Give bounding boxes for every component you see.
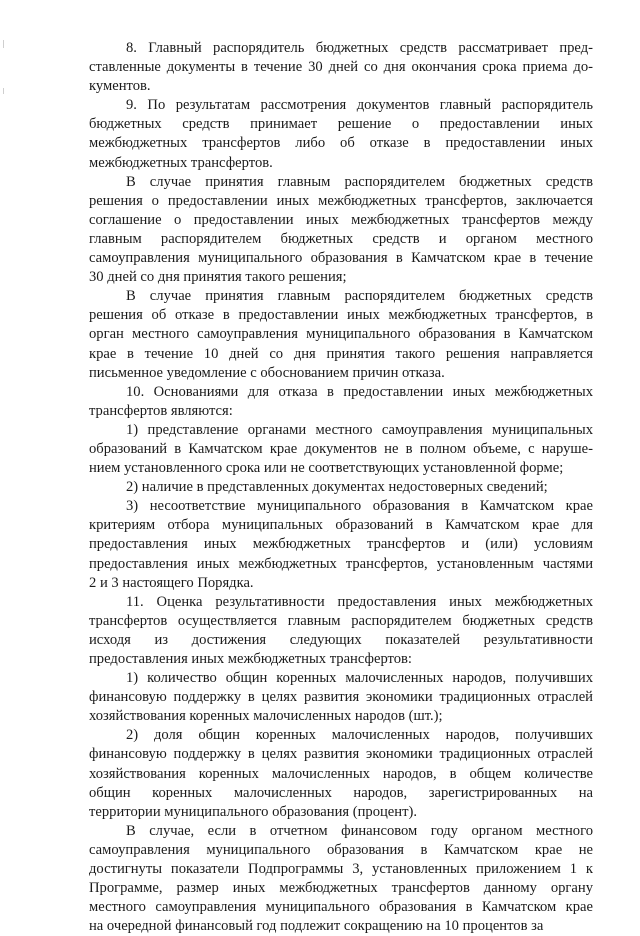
para-9 [89,96,593,172]
text-line: местного самоуправления муниципального образования в Камчатском крае [89,899,593,916]
text-line: хозяйствования коренных малочисленных народов, в общем количестве [89,765,593,782]
text-line: трансфертов являются: [89,402,233,419]
text-line: решения о предоставлении иных межбюджетных трансфертов, заключается [89,192,593,209]
text-line: образований в Камчатском крае документов не в полном объеме, с наруше- [89,440,593,457]
scan-edge-mark [3,40,4,48]
text-line: 1) представление органами местного самоуправления муниципальных [126,421,593,438]
text-line: исходя из достижения следующих показателей результативности [89,631,593,648]
text-line: 9. По результатам рассмотрения документов главный распорядитель [126,97,593,114]
text-line: бюджетных средств принимает решение о предоставлении иных [89,116,593,133]
scan-edge-mark [3,88,4,94]
text-line: трансфертов осуществляется главным распорядителем бюджетных средств [89,612,593,629]
text-line: межбюджетных трансфертов либо об отказе в предоставлении иных [89,135,593,152]
para-10-item-2 [89,478,593,497]
text-line: решения об отказе в предоставлении иных межбюджетных трансфертов, в [89,307,593,324]
para-11 [89,593,593,669]
para-10-item-3 [89,497,593,592]
text-line: 2) доля общин коренных малочисленных народов, получивших [126,727,593,744]
text-line: предоставления иных межбюджетных трансфертов: [89,651,412,667]
text-line: В случае принятия главным распорядителем бюджетных средств [126,288,593,305]
text-line: кументов. [89,78,151,95]
text-line: нием установленного срока или не соответствующих установленной форме; [89,460,564,477]
text-line: общин коренных малочисленных народов, зарегистрированных на [89,784,593,801]
para-10-item-1 [89,421,593,478]
text-line: главным распорядителем бюджетных средств и органом местного [89,230,593,247]
text-line: предоставления иных межбюджетных трансфертов и (или) условиям [89,536,593,553]
text-line: 3) несоответствие муниципального образования в Камчатском крае [126,498,593,515]
para-10 [89,383,593,421]
text-line: соглашение о предоставлении иных межбюджетных трансфертов между [89,211,593,228]
text-line: на очередной финансовый год подлежит сокращению на 10 процентов за [89,918,544,935]
text-line: 8. Главный распорядитель бюджетных средств рассматривает пред- [126,40,593,56]
text-line: самоуправления муниципального образования в Камчатском крае в течение [89,250,593,267]
text-line: критериям отбора муниципальных образований в Камчатском крае для [89,517,593,534]
para-11-item-2 [89,726,593,821]
text-line: финансовую поддержку в целях развития экономики традиционных отраслей [89,746,593,763]
text-line: самоуправления муниципального образования в Камчатском крае не [89,841,593,858]
text-line: крае в течение 10 дней со дня принятия такого решения направляется [89,345,593,362]
text-line: ставленные документы в течение 30 дней со дня окончания срока приема до- [89,59,593,76]
para-11-reduction [89,822,593,936]
text-line: 11. Оценка результативности предоставления иных межбюджетных [126,593,593,610]
text-line: достигнуты показатели Подпрограммы 3, установленных приложением 1 к [89,861,593,878]
text-line: финансовую поддержку в целях развития экономики традиционных отраслей [89,689,593,706]
text-line: предоставления иных межбюджетных трансфертов, установленным частями [89,555,593,572]
para-11-item-1 [89,669,593,726]
text-line: 10. Основаниями для отказа в предоставлении иных межбюджетных [126,383,593,400]
text-line: Программе, размер иных межбюджетных трансфертов данному органу [89,880,593,897]
text-line: орган местного самоуправления муниципального образования в Камчатском [89,326,593,343]
text-line: территории муниципального образования (процент). [89,803,417,820]
text-line: 1) количество общин коренных малочисленных народов, получивших [126,670,593,687]
text-line: 30 дней со дня принятия такого решения; [89,269,347,286]
para-9-refuse [89,287,593,382]
text-line: межбюджетных трансфертов. [89,154,273,171]
text-line: 2 и 3 настоящего Порядка. [89,574,254,591]
text-line: письменное уведомление с обоснованием причин отказа. [89,364,445,381]
document-text [89,39,593,936]
para-8 [89,39,593,96]
text-line: В случае, если в отчетном финансовом году органом местного [126,822,593,839]
text-line: хозяйствования коренных малочисленных народов (шт.); [89,708,443,725]
para-9-accept [89,173,593,288]
text-line: В случае принятия главным распорядителем бюджетных средств [126,173,593,190]
text-line: 2) наличие в представленных документах недостоверных сведений; [126,479,548,496]
